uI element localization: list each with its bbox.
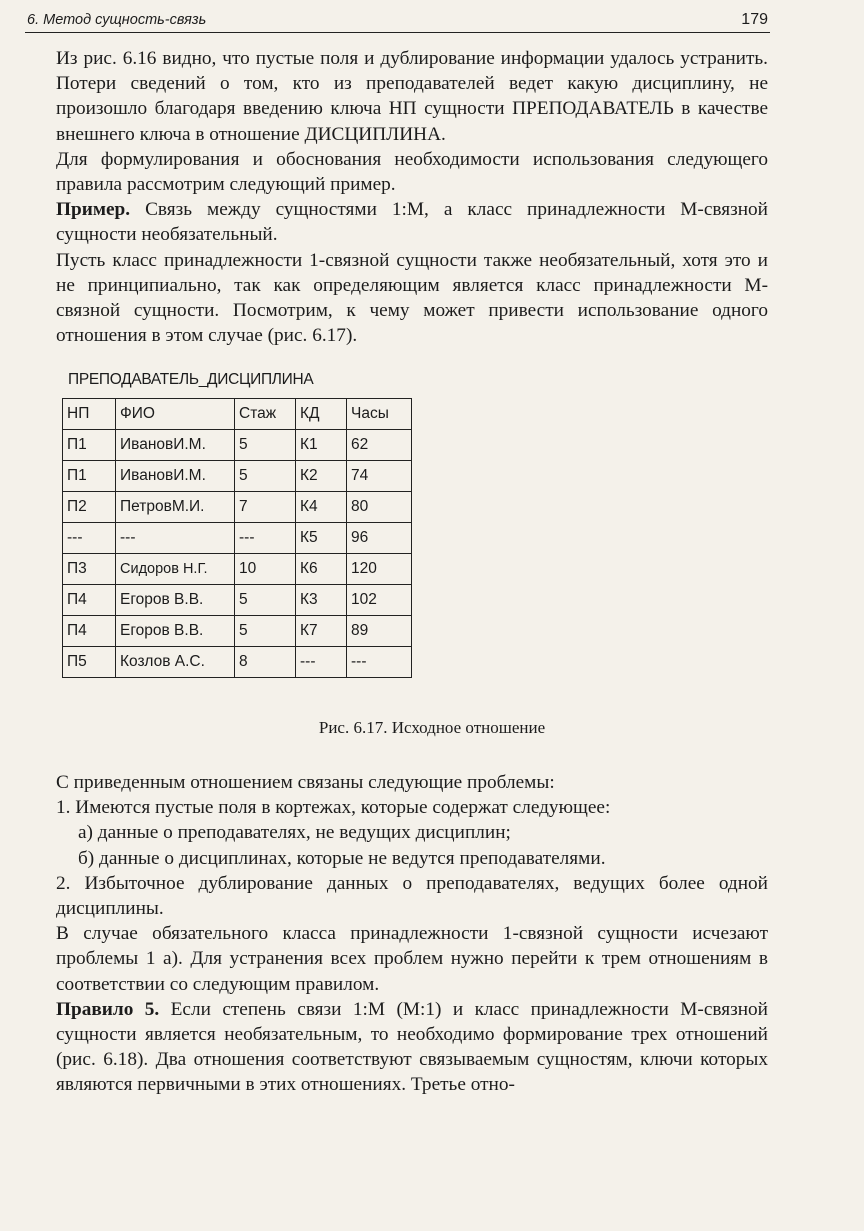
cell-fio: ИвановИ.М. [116,461,235,492]
cell-stazh: 5 [235,616,296,647]
paragraph-1: Из рис. 6.16 видно, что пустые поля и дублирование информации удалось устранить. Потери сведений о том, кто из преподавателей ведет какую дисциплину, не произошло благодаря введению ключа НП сущности ПРЕПОДАВАТЕЛЬ в качестве внешнего ключа в отношение ДИСЦИПЛИНА. [56,48,768,145]
cell-fio: Козлов А.С. [116,647,235,678]
table-row [63,647,412,678]
cell-fio: Сидоров Н.Г. [116,554,235,585]
problem-item-2: 2. Избыточное дублирование данных о преподавателях, ведущих более одной дисциплины. [56,872,768,920]
problems-intro: С приведенным отношением связаны следующие проблемы: [56,772,555,793]
rule-5-label: Правило 5. [56,998,160,1020]
cell-np: П2 [63,492,116,523]
cell-np: П1 [63,430,116,461]
text-block-top [56,46,768,348]
table-row [63,523,412,554]
cell-stazh: --- [235,523,296,554]
cell-stazh: 10 [235,554,296,585]
cell-kd: К6 [296,554,347,585]
example-paragraph [56,197,768,247]
cell-hours: 89 [347,616,412,647]
cell-np: П5 [63,647,116,678]
page-number: 179 [741,11,768,28]
header-cell: Часы [347,399,412,430]
cell-kd: К5 [296,523,347,554]
cell-kd: --- [296,647,347,678]
chapter-title: 6. Метод сущность-связь [27,12,207,28]
cell-fio: ПетровМ.И. [116,492,235,523]
table-row [63,554,412,585]
cell-np: П1 [63,461,116,492]
cell-fio: Егоров В.В. [116,616,235,647]
table-row [63,616,412,647]
cell-kd: К4 [296,492,347,523]
cell-np: П4 [63,616,116,647]
cell-np: П3 [63,554,116,585]
table-header-row [63,399,412,430]
cell-kd: К3 [296,585,347,616]
table-row [63,430,412,461]
relation-table [62,398,412,678]
cell-stazh: 7 [235,492,296,523]
running-head [25,10,770,33]
cell-np: П4 [63,585,116,616]
cell-hours: 96 [347,523,412,554]
table-row [63,492,412,523]
paragraph-mandatory: В случае обязательного класса принадлежности 1-связной сущности исчезают проблемы 1 а). Для устранения всех проблем нужно перейти к трем отношениям в соответствии со следующим правилом. [56,923,768,995]
cell-hours: 120 [347,554,412,585]
table-row [63,585,412,616]
cell-fio: Егоров В.В. [116,585,235,616]
paragraph-2: Для формулирования и обоснования необходимости использования следующего правила рассмотрим следующий пример. [56,148,768,196]
cell-kd: К2 [296,461,347,492]
paragraph-3: Пусть класс принадлежности 1-связной сущности также необязательный, хотя это и не принципиально, так как определяющим является класс принадлежности М-связной сущности. Посмотрим, к чему может привести использование одного отношения в этом случае (рис. 6.17). [56,249,768,347]
problem-item-1: 1. Имеются пустые поля в кортежах, которые содержат следующее: [56,797,611,819]
problem-item-1a: а) данные о преподавателях, не ведущих дисциплин; [78,822,511,844]
cell-hours: 62 [347,430,412,461]
header-cell: Стаж [235,399,296,430]
header-cell: НП [63,399,116,430]
header-cell: КД [296,399,347,430]
cell-stazh: 8 [235,647,296,678]
cell-np: --- [63,523,116,554]
cell-fio: --- [116,523,235,554]
table-title: ПРЕПОДАВАТЕЛЬ_ДИСЦИПЛИНА [68,371,314,388]
cell-fio: ИвановИ.М. [116,430,235,461]
header-cell: ФИО [116,399,235,430]
cell-stazh: 5 [235,585,296,616]
text-block-bottom [56,770,768,1098]
example-label: Пример. [56,199,131,221]
cell-kd: К7 [296,616,347,647]
figure-caption: Рис. 6.17. Исходное отношение [318,718,546,737]
cell-hours: 74 [347,461,412,492]
cell-kd: К1 [296,430,347,461]
example-text: Связь между сущностями 1:М, а класс принадлежности М-связной сущности необязательный. [56,199,768,246]
rule-5-text: Если степень связи 1:М (М:1) и класс принадлежности М-связной сущности является необязательным, то необходимо формирование трех отношений (рис. 6.18). Два отношения соответствуют связываемым сущностям, ключи которых являются первичными в этих отношениях. Третье отно- [56,998,768,1096]
cell-stazh: 5 [235,461,296,492]
cell-hours: --- [347,647,412,678]
cell-hours: 102 [347,585,412,616]
cell-stazh: 5 [235,430,296,461]
table-row [63,461,412,492]
cell-hours: 80 [347,492,412,523]
rule-5-paragraph [56,997,768,1098]
problem-item-1b: б) данные о дисциплинах, которые не ведутся преподавателями. [78,847,606,869]
